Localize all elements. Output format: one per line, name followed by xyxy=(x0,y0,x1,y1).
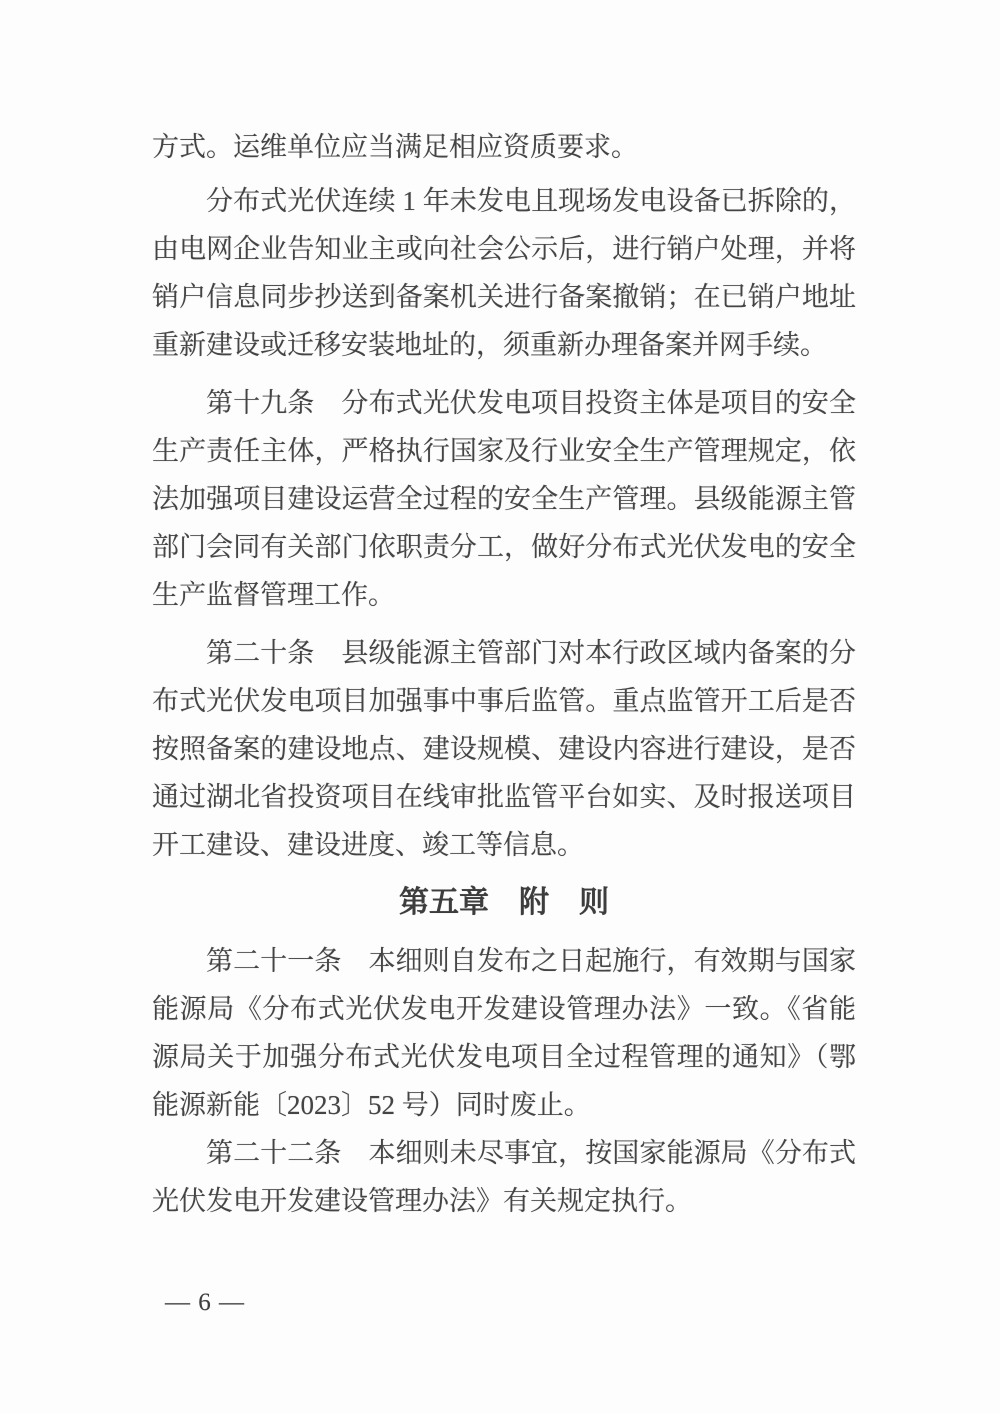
paragraph-article-21: 第二十一条 本细则自发布之日起施行，有效期与国家能源局《分布式光伏发电开发建设管理办法》一致。《省能源局关于加强分布式光伏发电项目全过程管理的通知》（鄂能源新能〔2023〕52 号）同时废止。 xyxy=(152,946,856,1120)
paragraph-article-19: 第十九条 分布式光伏发电项目投资主体是项目的安全生产责任主体，严格执行国家及行业安全生产管理规定，依法加强项目建设运营全过程的安全生产管理。县级能源主管部门会同有关部门依职责分工，做好分布式光伏发电的安全生产监督管理工作。 xyxy=(152,388,856,610)
paragraph-article-22: 第二十二条 本细则未尽事宜，按国家能源局《分布式光伏发电开发建设管理办法》有关规定执行。 xyxy=(152,1138,856,1216)
page-number: — 6 — xyxy=(165,1289,245,1316)
page-content xyxy=(152,123,856,1225)
chapter-heading: 第五章 附 则 xyxy=(399,886,609,919)
paragraph-article-20: 第二十条 县级能源主管部门对本行政区域内备案的分布式光伏发电项目加强事中事后监管。重点监管开工后是否按照备案的建设地点、建设规模、建设内容进行建设，是否通过湖北省投资项目在线审批监管平台如实、及时报送项目开工建设、建设进度、竣工等信息。 xyxy=(152,638,856,860)
paragraph: 分布式光伏连续 1 年未发电且现场发电设备已拆除的，由电网企业告知业主或向社会公示后，进行销户处理，并将销户信息同步抄送到备案机关进行备案撤销；在已销户地址重新建设或迁移安装地址的，须重新办理备案并网手续。 xyxy=(152,186,856,360)
paragraph-continuation: 方式。运维单位应当满足相应资质要求。 xyxy=(152,132,638,162)
